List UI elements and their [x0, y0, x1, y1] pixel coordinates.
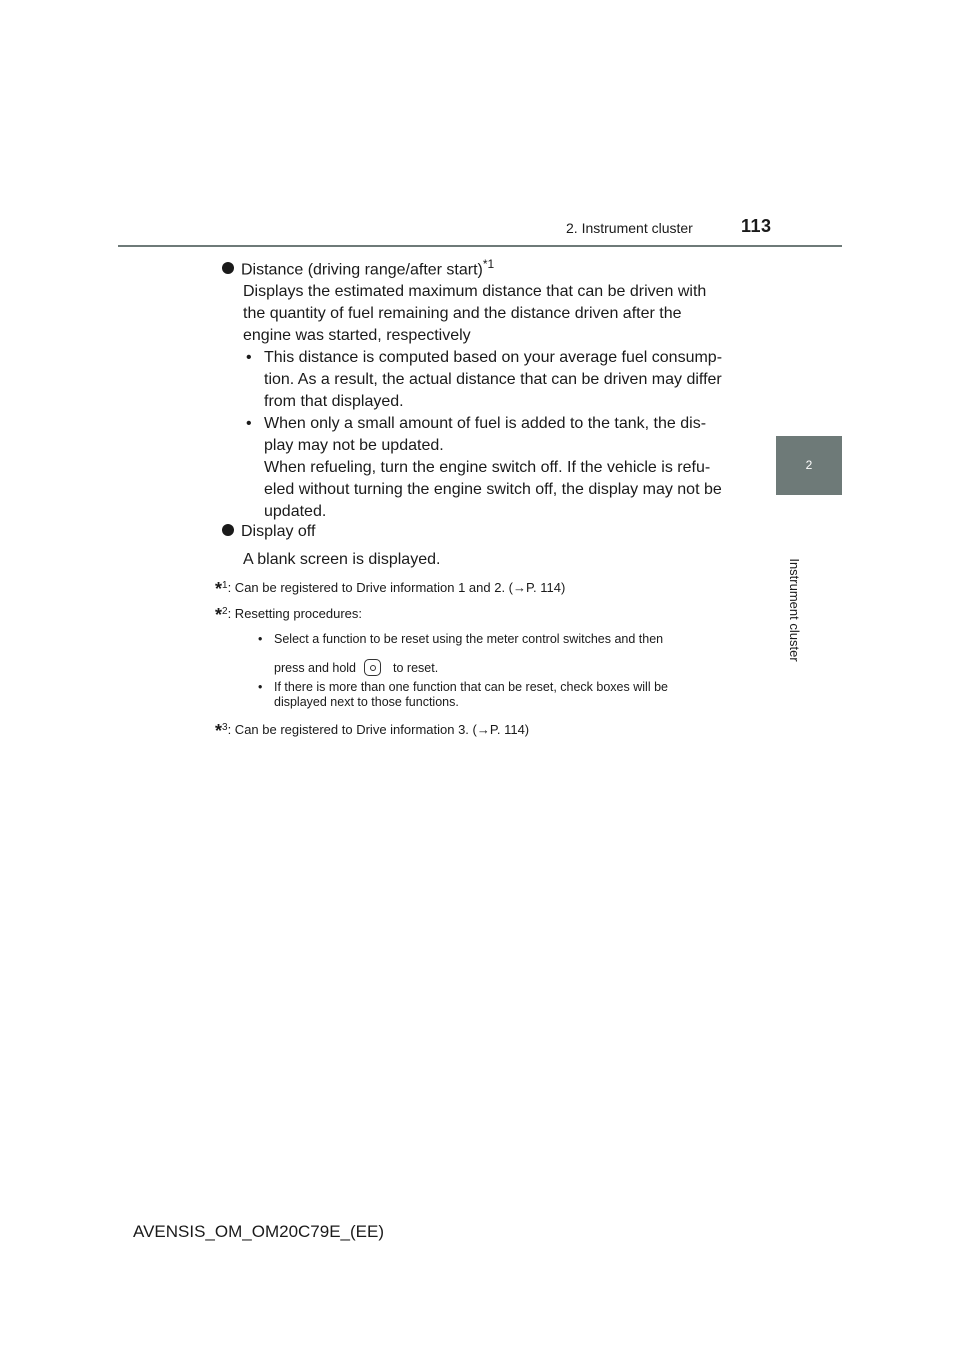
footnote-line-with-icon: press and hold to reset.	[274, 661, 439, 675]
item-heading-distance	[222, 254, 494, 280]
arrow-right-icon: →	[513, 580, 527, 595]
item-title-mark: *1	[482, 257, 495, 271]
page-ref-link[interactable]: P. 114)	[489, 722, 530, 737]
item-heading-display-off	[222, 522, 315, 542]
page-ref-link[interactable]: P. 114)	[526, 580, 566, 595]
note-line: This distance is computed based on your average fuel consump-	[264, 349, 723, 366]
footnote-1: *$^1$: Can be registered to Drive information 1 and 2. (→P. 114)	[215, 579, 566, 599]
note-line: tion. As a result, the actual distance that can be driven may differ	[264, 371, 722, 388]
section-title: 2. Instrument cluster	[566, 220, 693, 236]
item-title: Distance (driving range/after start)	[241, 261, 483, 279]
note-line: play may not be updated.	[264, 437, 444, 454]
bullet-dot-icon	[222, 524, 234, 536]
note-line: When refueling, turn the engine switch off. If the vehicle is refu-	[264, 459, 711, 476]
note-line: updated.	[264, 503, 327, 520]
description-line: Displays the estimated maximum distance that can be driven with	[243, 283, 707, 300]
note-line: When only a small amount of fuel is added to the tank, the dis-	[264, 415, 707, 432]
footnote-2: *$^2$: Resetting procedures:	[215, 605, 362, 625]
note-bullet: •	[246, 415, 252, 432]
bullet-dot-icon	[222, 262, 234, 274]
note-bullet: •	[246, 349, 252, 366]
footnote-2-item: • If there is more than one function that can be reset, check boxes will be displayed next to those functions.	[258, 680, 668, 709]
ok-button-icon	[364, 659, 381, 676]
document-id: AVENSIS_OM_OM20C79E_(EE)	[133, 1222, 384, 1241]
footnote-2-item: • Select a function to be reset using the meter control switches and then press and hold to reset.	[258, 632, 746, 676]
page-number: 113	[741, 216, 772, 236]
note-item	[246, 347, 744, 413]
footnote-3: *$^3$: Can be registered to Drive information 3. (→P. 114)	[215, 721, 530, 741]
description-line: engine was started, respectively	[243, 327, 471, 344]
note-line: from that displayed.	[264, 393, 404, 410]
header-divider	[118, 245, 842, 247]
chapter-tab[interactable]: 2	[776, 436, 842, 495]
chapter-label: Instrument cluster	[787, 558, 802, 662]
note-line: eled without turning the engine switch off, the display may not be	[264, 481, 722, 498]
description-line: the quantity of fuel remaining and the distance driven after the	[243, 305, 682, 322]
arrow-right-icon: →	[476, 722, 490, 737]
note-item	[246, 413, 744, 523]
item-description: A blank screen is displayed.	[243, 551, 441, 568]
item-description	[243, 281, 744, 347]
item-title: Display off	[241, 523, 316, 540]
